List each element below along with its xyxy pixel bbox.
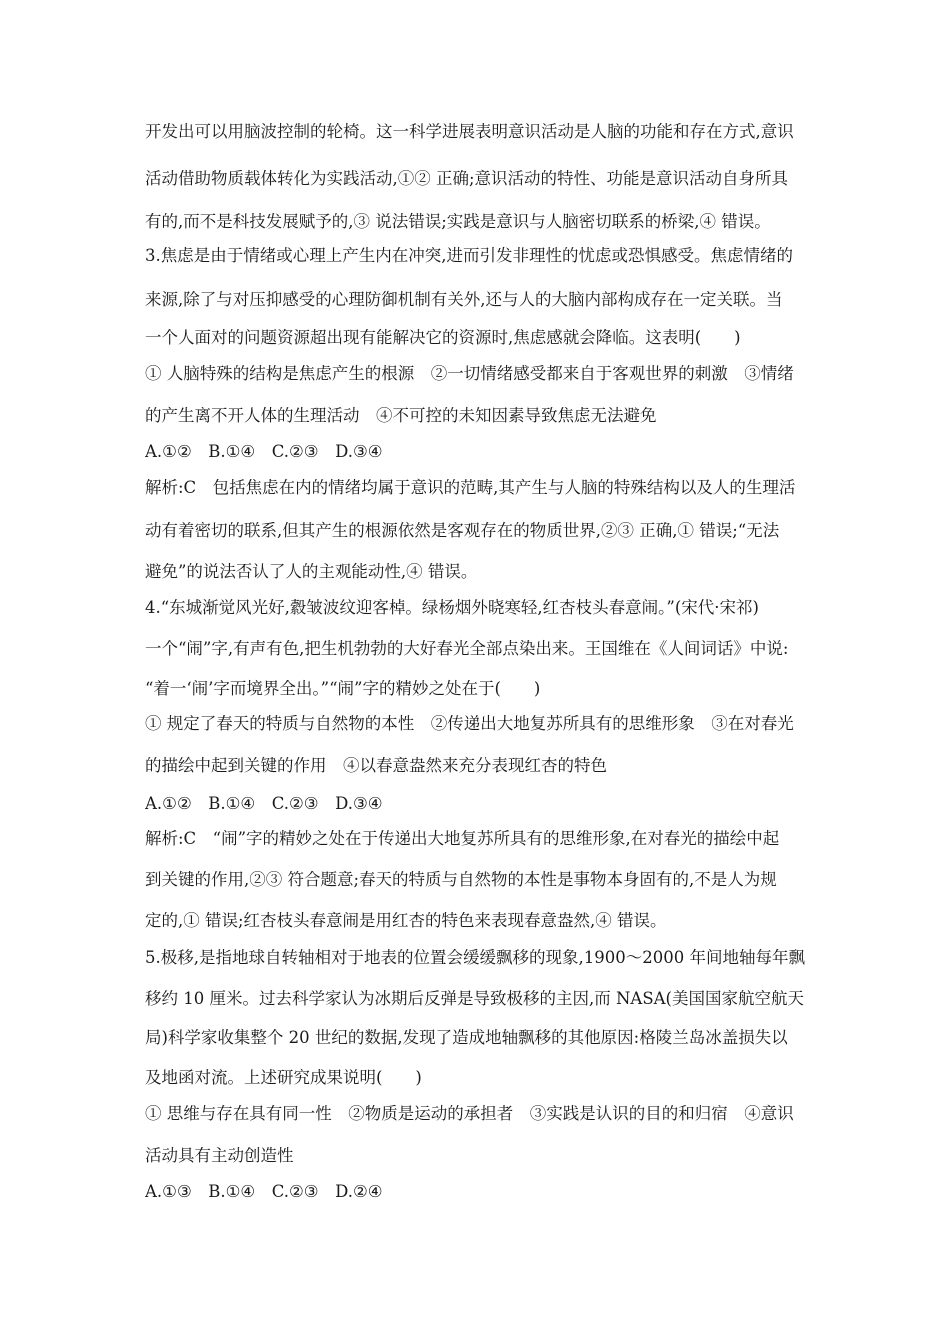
question-4-explanation: 解析:C “闹”字的精妙之处在于传递出大地复苏所具有的思维形象,在对春光的描绘中起 xyxy=(145,829,780,848)
question-3-stem: 来源,除了与对压抑感受的心理防御机制有关外,还与人的大脑内部构成存在一定关联。当 xyxy=(145,290,783,309)
question-4-options: 的描绘中起到关键的作用 ④以春意盎然来充分表现红杏的特色 xyxy=(145,756,607,775)
question-5-stem: 移约 10 厘米。过去科学家认为冰期后反弹是导致极移的主因,而 NASA(美国国家航空航天 xyxy=(145,989,804,1008)
question-4-stem: “着一‘闹’字而境界全出。”“闹”字的精妙之处在于( ) xyxy=(145,679,541,698)
question-5-options: 活动具有主动创造性 xyxy=(145,1146,294,1165)
question-5-answers: A.①③ B.①④ C.②③ D.②④ xyxy=(145,1182,383,1201)
question-3-answers: A.①② B.①④ C.②③ D.③④ xyxy=(145,442,383,461)
question-4-explanation: 定的,① 错误;红杏枝头春意闹是用红杏的特色来表现春意盎然,④ 错误。 xyxy=(145,911,667,930)
question-3-options: ① 人脑特殊的结构是焦虑产生的根源 ②一切情绪感受都来自于客观世界的刺激 ③情绪 xyxy=(145,364,794,383)
question-3-stem: 一个人面对的问题资源超出现有能解决它的资源时,焦虑感就会降临。这表明( ) xyxy=(145,328,741,347)
question-4-answers: A.①② B.①④ C.②③ D.③④ xyxy=(145,794,383,813)
question-3-explanation: 避免”的说法否认了人的主观能动性,④ 错误。 xyxy=(145,562,478,581)
text-line: 开发出可以用脑波控制的轮椅。这一科学进展表明意识活动是人脑的功能和存在方式,意识 xyxy=(145,122,794,141)
question-5-stem: 局)科学家收集整个 20 世纪的数据,发现了造成地轴飘移的其他原因:格陵兰岛冰盖损失以 xyxy=(145,1028,788,1047)
text-line: 有的,而不是科技发展赋予的,③ 说法错误;实践是意识与人脑密切联系的桥梁,④ 错误。 xyxy=(145,212,771,231)
question-5-stem: 5.极移,是指地球自转轴相对于地表的位置会缓缓飘移的现象,1900～2000 年间地轴每年飘 xyxy=(145,948,805,967)
question-3-explanation: 动有着密切的联系,但其产生的根源依然是客观存在的物质世界,②③ 正确,① 错误;“无法 xyxy=(145,521,780,540)
question-3-stem: 3.焦虑是由于情绪或心理上产生内在冲突,进而引发非理性的忧虑或恐惧感受。焦虑情绪的 xyxy=(145,246,793,265)
question-3-explanation: 解析:C 包括焦虑在内的情绪均属于意识的范畴,其产生与人脑的特殊结构以及人的生理活 xyxy=(145,478,796,497)
question-4-stem: 一个“闹”字,有声有色,把生机勃勃的大好春光全部点染出来。王国维在《人间词话》中说: xyxy=(145,639,789,658)
question-4-explanation: 到关键的作用,②③ 符合题意;春天的特质与自然物的本性是事物本身固有的,不是人为规 xyxy=(145,870,777,889)
question-5-options: ① 思维与存在具有同一性 ②物质是运动的承担者 ③实践是认识的目的和归宿 ④意识 xyxy=(145,1104,794,1123)
question-3-options: 的产生离不开人体的生理活动 ④不可控的未知因素导致焦虑无法避免 xyxy=(145,406,657,425)
text-line: 活动借助物质载体转化为实践活动,①② 正确;意识活动的特性、功能是意识活动自身所具 xyxy=(145,169,789,188)
question-4-stem: 4.“东城渐觉风光好,縠皱波纹迎客棹。绿杨烟外晓寒轻,红杏枝头春意闹。”(宋代·宋祁) xyxy=(145,598,759,617)
question-5-stem: 及地函对流。上述研究成果说明( ) xyxy=(145,1068,422,1087)
question-4-options: ① 规定了春天的特质与自然物的本性 ②传递出大地复苏所具有的思维形象 ③在对春光 xyxy=(145,714,794,733)
